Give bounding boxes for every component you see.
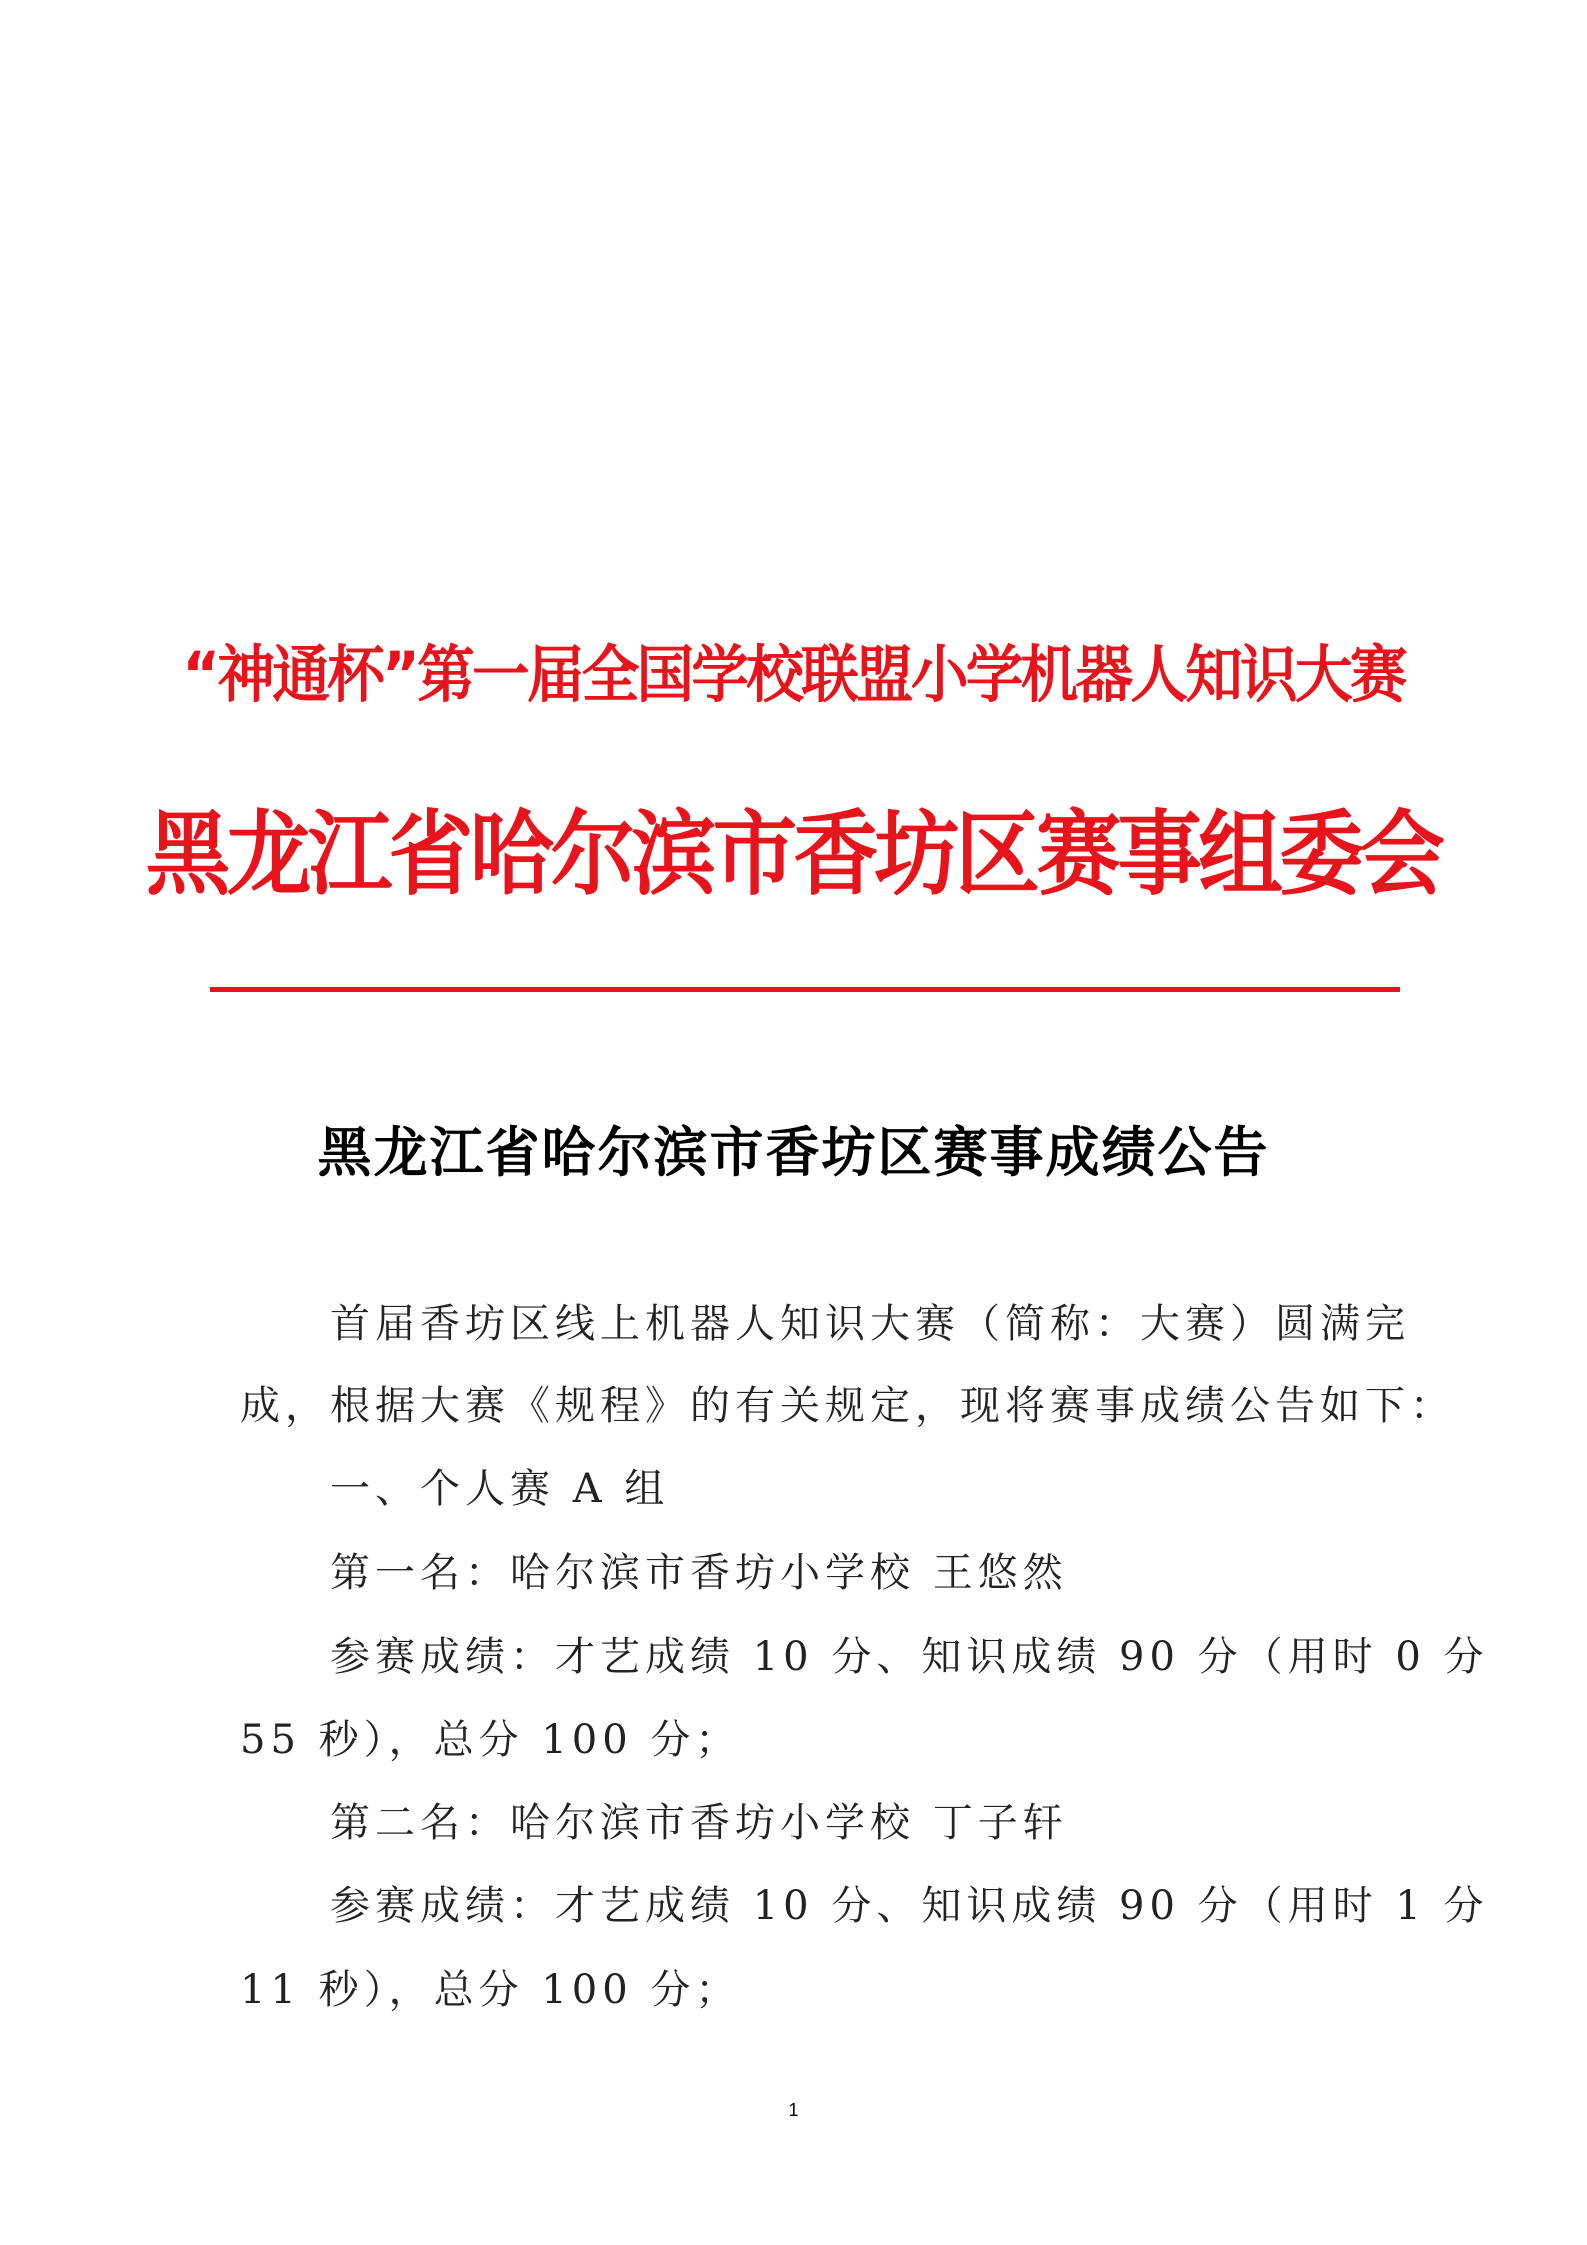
first-place-entry: 第一名：哈尔滨市香坊小学校 王悠然 [330, 1550, 1068, 1596]
section-heading-individual-a: 一、个人赛 A 组 [330, 1466, 670, 1512]
organizing-committee-title: 黑龙江省哈尔滨市香坊区赛事组委会 [145, 801, 1442, 908]
intro-paragraph-line1: 首届香坊区线上机器人知识大赛（简称：大赛）圆满完 [330, 1301, 1410, 1347]
page-number: 1 [788, 2100, 799, 2120]
announcement-title: 黑龙江省哈尔滨市香坊区赛事成绩公告 [317, 1120, 1270, 1184]
second-place-score-line1: 参赛成绩：才艺成绩 10 分、知识成绩 90 分（用时 1 分 [330, 1883, 1489, 1929]
first-place-score-line2: 55 秒），总分 100 分； [240, 1717, 741, 1763]
first-place-score-line1: 参赛成绩：才艺成绩 10 分、知识成绩 90 分（用时 0 分 [330, 1634, 1489, 1680]
second-place-entry: 第二名：哈尔滨市香坊小学校 丁子轩 [330, 1800, 1068, 1846]
second-place-score-line2: 11 秒），总分 100 分； [240, 1967, 741, 2013]
competition-title: “神通杯”第一届全国学校联盟小学机器人知识大赛 [182, 638, 1405, 711]
red-divider [210, 987, 1400, 992]
intro-paragraph-line2: 成，根据大赛《规程》的有关规定，现将赛事成绩公告如下： [240, 1383, 1455, 1429]
